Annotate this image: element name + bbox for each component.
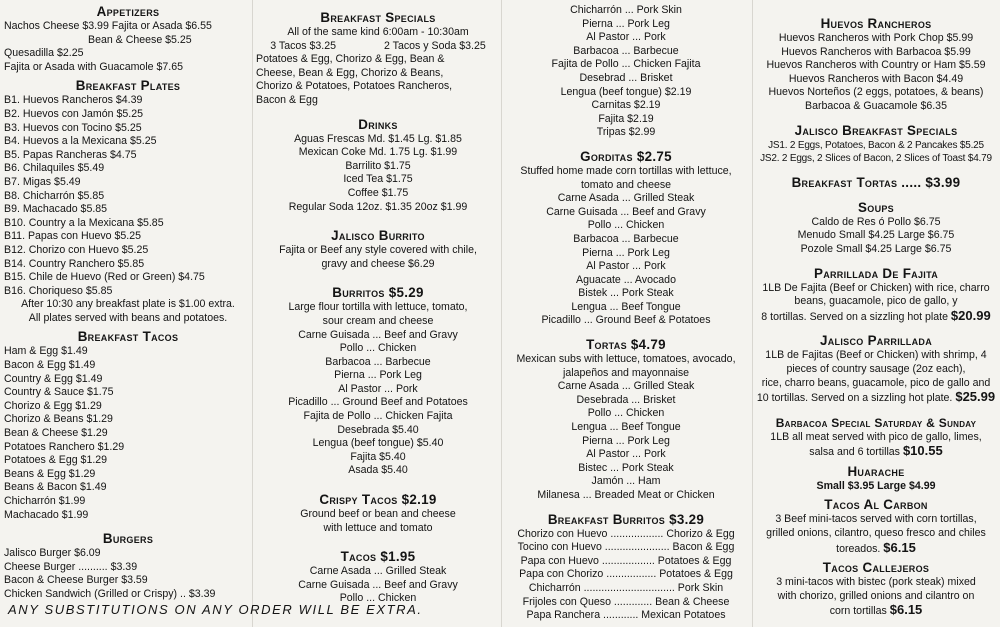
menu-item: Pierna ... Pork Leg bbox=[582, 434, 670, 447]
burgers-list bbox=[4, 547, 252, 601]
menu-line bbox=[754, 444, 998, 460]
section-title-breakfast-tortas bbox=[754, 175, 998, 191]
menu-item: B10. Country a la Mexicana $5.85 bbox=[4, 216, 164, 229]
item-price: $6.15 bbox=[883, 539, 916, 555]
menu-item: Fajita de Pollo ... Chicken Fajita bbox=[551, 58, 701, 71]
combo-right: 2 Tacos y Soda $3.25 bbox=[384, 39, 486, 52]
menu-item: Milanesa ... Breaded Meat or Chicken bbox=[537, 489, 715, 501]
tacos-title: Tacos bbox=[340, 549, 377, 565]
tortas-price: $4.79 bbox=[630, 337, 666, 353]
menu-item: Fajita de Pollo ... Chicken Fajita bbox=[303, 410, 453, 423]
menu-line: tomato and cheese bbox=[580, 178, 672, 191]
menu-line: 1LB all meat served with pico de gallo, limes, bbox=[770, 430, 982, 443]
section-title-huevos-rancheros: Huevos Rancheros bbox=[820, 16, 932, 31]
section-title-jalisco-parrillada: Jalisco Parrillada bbox=[820, 333, 932, 349]
menu-item: Al Pastor ... Pork bbox=[586, 31, 666, 44]
menu-item: B4. Huevos a la Mexicana $5.25 bbox=[4, 135, 157, 148]
item-price: $20.99 bbox=[950, 307, 991, 323]
menu-item: Tocino con Huevo ...................... Bacon & Egg bbox=[517, 541, 735, 554]
menu-item: Huevos Rancheros with Bacon $4.49 bbox=[788, 72, 964, 85]
menu-item: Machacado $1.99 bbox=[4, 508, 89, 521]
menu-item: Carne Asada ... Grilled Steak bbox=[557, 380, 695, 393]
section-title-huarache: Huarache bbox=[847, 463, 905, 479]
menu-item: B7. Migas $5.49 bbox=[4, 175, 81, 188]
menu-line-text: toreados. bbox=[836, 542, 881, 555]
menu-note: All plates served with beans and potatoes. bbox=[28, 311, 228, 324]
huevos-rancheros-list bbox=[754, 32, 998, 114]
menu-item: Barbacoa ... Barbecue bbox=[325, 355, 431, 368]
menu-item: Picadillo ... Ground Beef and Potatoes bbox=[288, 396, 468, 409]
section-title-jalisco-breakfast-specials: Jalisco Breakfast Specials bbox=[794, 122, 958, 138]
item-price: $10.55 bbox=[902, 443, 943, 459]
breakfast-specials-list bbox=[254, 53, 502, 107]
menu-item: Bistec ... Pork Steak bbox=[578, 461, 674, 474]
menu-line bbox=[754, 541, 998, 557]
menu-item: Jamón ... Ham bbox=[591, 475, 661, 488]
section-title-tacos bbox=[254, 549, 502, 565]
menu-item: Bacon & Cheese Burger $3.59 bbox=[4, 574, 148, 587]
menu-item: Pollo ... Chicken bbox=[339, 342, 417, 355]
menu-item: Caldo de Res ó Pollo $6.75 bbox=[811, 215, 941, 228]
menu-item: B5. Papas Rancheras $4.75 bbox=[4, 148, 137, 161]
menu-item: Desebrada ... Brisket bbox=[576, 393, 676, 406]
item-price: $25.99 bbox=[955, 389, 996, 405]
section-title-barbacoa-special: Barbacoa Special Saturday & Sunday bbox=[775, 415, 977, 430]
menu-item: Regular Soda 12oz. $1.35 20oz $1.99 bbox=[288, 200, 468, 213]
menu-item: Pollo ... Chicken bbox=[587, 407, 665, 420]
menu-item: Carne Asada ... Grilled Steak bbox=[557, 192, 695, 205]
menu-line: with chorizo, grilled onions and cilantro on bbox=[777, 589, 975, 602]
breakfast-tortas-price: $3.99 bbox=[925, 174, 961, 190]
menu-line: with lettuce and tomato bbox=[323, 521, 433, 534]
menu-item: Country & Sauce $1.75 bbox=[4, 386, 114, 399]
tacos-price: $1.95 bbox=[380, 549, 416, 565]
menu-item: Lengua (beef tongue) $2.19 bbox=[560, 85, 692, 98]
jalisco-breakfast-specials-list bbox=[754, 139, 998, 166]
menu-line: 1LB De Fajita (Beef or Chicken) with rice, charro bbox=[762, 281, 990, 294]
crispy-tacos-price: $2.19 bbox=[401, 492, 437, 508]
menu-line: Nachos Cheese $3.99 Fajita or Asada $6.55 bbox=[4, 20, 212, 32]
section-title-breakfast-plates: Breakfast Plates bbox=[75, 78, 181, 94]
menu-item: Small $3.95 Large $4.99 bbox=[816, 479, 936, 492]
section-title-tacos-callejeros: Tacos Callejeros bbox=[822, 560, 930, 576]
menu-item: Coffee $1.75 bbox=[347, 186, 409, 199]
menu-column-2 bbox=[254, 4, 502, 606]
menu-item: Iced Tea $1.75 bbox=[343, 173, 413, 186]
menu-item: Carne Guisada ... Beef and Gravy bbox=[298, 328, 458, 341]
menu-line: Fajita or Asada with Guacamole $7.65 bbox=[4, 60, 184, 73]
menu-line: grilled onions, cilantro, queso fresco and chiles bbox=[766, 527, 986, 540]
menu-item: JS1. 2 Eggs, Potatoes, Bacon & 2 Pancakes $5.25 bbox=[768, 139, 984, 151]
menu-item: Lengua ... Beef Tongue bbox=[571, 300, 681, 313]
section-title-tortas bbox=[502, 337, 750, 353]
menu-item: Aguas Frescas Md. $1.45 Lg. $1.85 bbox=[294, 132, 462, 145]
section-title-breakfast-burritos bbox=[502, 512, 750, 528]
drinks-list bbox=[254, 133, 502, 215]
menu-item: B12. Chorizo con Huevo $5.25 bbox=[4, 243, 149, 256]
breakfast-burritos-price: $3.29 bbox=[669, 511, 705, 527]
tacos-continued-list bbox=[502, 4, 750, 140]
barbacoa-special-desc bbox=[754, 431, 998, 460]
section-title-soups: Soups bbox=[858, 199, 894, 215]
menu-item: Desebrad ... Brisket bbox=[579, 71, 673, 84]
menu-line: gravy and cheese $6.29 bbox=[321, 257, 435, 270]
menu-line bbox=[754, 390, 998, 406]
menu-item: Asada $5.40 bbox=[348, 464, 408, 477]
section-title-drinks: Drinks bbox=[358, 116, 398, 132]
menu-line-text: 8 tortillas. Served on a sizzling hot plate bbox=[761, 310, 948, 323]
menu-item: Carne Guisada ... Beef and Gravy bbox=[546, 205, 706, 218]
menu-line: Stuffed home made corn tortillas with lettuce, bbox=[520, 164, 732, 177]
menu-item: Bacon & Egg $1.49 bbox=[4, 359, 96, 372]
menu-item: B14. Country Ranchero $5.85 bbox=[4, 257, 145, 270]
crispy-tacos-title: Crispy Tacos bbox=[319, 492, 398, 508]
menu-line: beans, guacamole, pico de gallo, y bbox=[794, 295, 958, 308]
menu-column-4 bbox=[754, 4, 998, 619]
menu-line: Bean & Cheese $5.25 bbox=[88, 33, 192, 46]
menu-line: Potatoes & Egg, Chorizo & Egg, Bean & bbox=[256, 53, 445, 66]
menu-item: Frijoles con Queso ............. Bean & Cheese bbox=[522, 595, 730, 608]
menu-item: Potatoes & Egg $1.29 bbox=[4, 454, 108, 467]
menu-item: Lengua ... Beef Tongue bbox=[571, 421, 681, 434]
menu-note: All of the same kind 6:00am - 10:30am bbox=[287, 26, 469, 38]
menu-item: Chicharrón ............................... Pork Skin bbox=[528, 581, 724, 594]
burritos-title: Burritos bbox=[332, 285, 385, 301]
gorditas-title: Gorditas bbox=[580, 148, 633, 164]
menu-line: 1LB de Fajitas (Beef or Chicken) with shrimp, 4 bbox=[765, 349, 987, 362]
menu-line bbox=[754, 309, 998, 325]
section-title-appetizers: Appetizers bbox=[96, 4, 160, 19]
menu-line: jalapeños and mayonnaise bbox=[562, 366, 690, 379]
menu-item: Chorizo & Egg $1.29 bbox=[4, 399, 102, 412]
menu-item: Pierna ... Pork Leg bbox=[582, 17, 670, 30]
menu-item: Aguacate ... Avocado bbox=[576, 273, 676, 286]
menu-item: Al Pastor ... Pork bbox=[586, 260, 666, 273]
fold-line bbox=[252, 0, 253, 627]
menu-item: Pozole Small $4.25 Large $6.75 bbox=[800, 242, 952, 255]
menu-line: Mexican subs with lettuce, tomatoes, avocado, bbox=[516, 353, 736, 366]
menu-item: Barbacoa & Guacamole $6.35 bbox=[805, 99, 947, 112]
menu-item: B11. Papas con Huevo $5.25 bbox=[4, 230, 142, 243]
combo-left: 3 Tacos $3.25 bbox=[270, 39, 337, 52]
menu-line: Large flour tortilla with lettuce, tomato, bbox=[288, 301, 468, 314]
menu-note: After 10:30 any breakfast plate is $1.00 extra. bbox=[21, 298, 235, 311]
menu-item: Mexican Coke Md. 1.75 Lg. $1.99 bbox=[298, 146, 458, 159]
menu-item: JS2. 2 Eggs, 2 Slices of Bacon, 2 Slices of Toast $4.79 bbox=[760, 153, 992, 165]
menu-item: Barbacoa ... Barbecue bbox=[573, 232, 679, 245]
tacos-al-carbon-desc bbox=[754, 513, 998, 556]
breakfast-tacos-list bbox=[4, 345, 252, 522]
menu-item: Chorizo con Huevo .................. Chorizo & Egg bbox=[517, 527, 735, 540]
menu-line bbox=[754, 603, 998, 619]
menu-item: Beans & Egg $1.29 bbox=[4, 467, 96, 480]
menu-item: Carne Asada ... Grilled Steak bbox=[309, 565, 447, 578]
menu-item: Papa con Chorizo ................. Potatoes & Egg bbox=[519, 568, 733, 581]
section-title-burgers: Burgers bbox=[102, 531, 154, 547]
menu-line: 3 Beef mini-tacos served with corn tortillas, bbox=[775, 513, 977, 526]
breakfast-tortas-title: Breakfast Tortas ..... bbox=[791, 174, 922, 190]
burritos-list bbox=[254, 301, 502, 478]
menu-item: Picadillo ... Ground Beef & Potatoes bbox=[541, 314, 711, 327]
burritos-price: $5.29 bbox=[388, 285, 424, 301]
menu-item: Pierna ... Pork Leg bbox=[334, 369, 422, 382]
menu-item: Country & Egg $1.49 bbox=[4, 372, 103, 385]
section-title-crispy-tacos bbox=[254, 492, 502, 508]
section-title-tacos-al-carbon: Tacos Al Carbon bbox=[824, 497, 928, 513]
menu-item: Desebrada $5.40 bbox=[337, 423, 419, 436]
section-title-gorditas bbox=[502, 149, 750, 165]
menu-item: B3. Huevos con Tocino $5.25 bbox=[4, 121, 142, 134]
menu-item: Bean & Cheese $1.29 bbox=[4, 427, 108, 440]
combo-line bbox=[254, 40, 502, 54]
section-title-breakfast-specials: Breakfast Specials bbox=[320, 10, 436, 25]
menu-line: sour cream and cheese bbox=[322, 314, 434, 327]
menu-item: Huevos Norteños (2 eggs, potatoes, & beans) bbox=[768, 86, 984, 99]
menu-item: Carnitas $2.19 bbox=[591, 99, 661, 112]
menu-item: Huevos Rancheros with Country or Ham $5.59 bbox=[766, 59, 986, 72]
menu-line: Bacon & Egg bbox=[256, 93, 318, 106]
item-price: $6.15 bbox=[889, 602, 923, 618]
menu-item: Papa Ranchera ............ Mexican Potatoes bbox=[526, 609, 726, 622]
menu-line: Chorizo & Potatoes, Potatoes Rancheros, bbox=[256, 80, 453, 93]
menu-item: Huevos Rancheros with Barbacoa $5.99 bbox=[781, 45, 971, 58]
section-title-burritos bbox=[254, 285, 502, 301]
breakfast-plates-list bbox=[4, 94, 252, 325]
menu-line-text: corn tortillas bbox=[829, 605, 887, 618]
menu-item: Al Pastor ... Pork bbox=[586, 448, 666, 461]
menu-item: B1. Huevos Rancheros $4.39 bbox=[4, 94, 143, 107]
menu-item: Pollo ... Chicken bbox=[339, 592, 417, 605]
menu-column-3 bbox=[502, 4, 750, 623]
breakfast-burritos-title: Breakfast Burritos bbox=[547, 511, 666, 527]
menu-item: Al Pastor ... Pork bbox=[338, 382, 418, 395]
menu-item: Chorizo & Beans $1.29 bbox=[4, 413, 113, 426]
gorditas-list bbox=[502, 165, 750, 328]
menu-line: Fajita or Beef any style covered with chile, bbox=[279, 244, 477, 257]
menu-item: B15. Chile de Huevo (Red or Green) $4.75 bbox=[4, 271, 205, 284]
menu-line-text: 10 tortillas. Served on a sizzling hot plate. bbox=[756, 392, 953, 405]
menu-item: B6. Chilaquiles $5.49 bbox=[4, 162, 105, 175]
menu-item: Pierna ... Pork Leg bbox=[582, 246, 670, 259]
menu-item: Menudo Small $4.25 Large $6.75 bbox=[797, 229, 955, 242]
menu-item: Pollo ... Chicken bbox=[587, 219, 665, 232]
menu-line: Cheese, Bean & Egg, Chorizo & Beans, bbox=[256, 66, 444, 79]
menu-item: Huevos Rancheros with Pork Chop $5.99 bbox=[778, 32, 974, 44]
menu-item: Carne Guisada ... Beef and Gravy bbox=[298, 578, 458, 591]
menu-item: Papa con Huevo .................. Potatoes & Egg bbox=[520, 554, 732, 567]
menu-column-1 bbox=[4, 4, 252, 602]
menu-item: Potatoes Ranchero $1.29 bbox=[4, 440, 125, 453]
tortas-list bbox=[502, 353, 750, 503]
menu-item: Jalisco Burger $6.09 bbox=[4, 547, 101, 560]
menu-item: Barbacoa ... Barbecue bbox=[573, 44, 679, 57]
menu-item: B8. Chicharrón $5.85 bbox=[4, 189, 105, 202]
breakfast-burritos-list bbox=[502, 528, 750, 623]
menu-item: Lengua (beef tongue) $5.40 bbox=[312, 437, 444, 450]
menu-item: Tripas $2.99 bbox=[596, 126, 656, 139]
soups-list bbox=[754, 216, 998, 257]
menu-line-text: salsa and 6 tortillas bbox=[809, 446, 900, 459]
gorditas-price: $2.75 bbox=[636, 148, 672, 164]
tacos-list bbox=[254, 565, 502, 606]
menu-line: rice, charro beans, guacamole, pico de gallo and bbox=[761, 376, 991, 389]
menu-item: B2. Huevos con Jamón $5.25 bbox=[4, 107, 143, 120]
menu-item: Chicharrón ... Pork Skin bbox=[570, 4, 682, 16]
menu-item: Cheese Burger .......... $3.39 bbox=[4, 560, 138, 573]
menu-item: Bistek ... Pork Steak bbox=[578, 287, 674, 300]
parrillada-fajita-desc bbox=[754, 282, 998, 325]
section-title-parrillada-de-fajita: Parrillada De Fajita bbox=[813, 265, 939, 281]
menu-item: B16. Choriqueso $5.85 bbox=[4, 284, 113, 297]
menu-item: Chicharrón $1.99 bbox=[4, 495, 86, 507]
menu-item: Chicken Sandwich (Grilled or Crispy) .. $3.39 bbox=[4, 587, 216, 600]
section-title-jalisco-burrito: Jalisco Burrito bbox=[331, 228, 425, 244]
menu-item: Ham & Egg $1.49 bbox=[4, 345, 88, 358]
menu-line: Ground beef or bean and cheese bbox=[300, 508, 456, 521]
menu-item: Fajita $2.19 bbox=[598, 112, 654, 125]
menu-line: Quesadilla $2.25 bbox=[4, 47, 84, 60]
tacos-callejeros-desc bbox=[754, 576, 998, 619]
menu-line: pieces of country sausage (2oz each), bbox=[786, 362, 966, 375]
menu-item: Barrilito $1.75 bbox=[345, 159, 411, 172]
tortas-title: Tortas bbox=[586, 337, 627, 353]
menu-line: 3 mini-tacos with bistec (pork steak) mixed bbox=[776, 576, 976, 589]
fold-line bbox=[752, 0, 753, 627]
jalisco-parrillada-desc bbox=[754, 349, 998, 405]
section-title-breakfast-tacos: Breakfast Tacos bbox=[77, 329, 179, 345]
menu-item: B9. Machacado $5.85 bbox=[4, 203, 108, 216]
menu-item: Beans & Bacon $1.49 bbox=[4, 481, 107, 494]
menu-item: Fajita $5.40 bbox=[350, 450, 406, 463]
substitutions-footer: ANY SUBSTITUTIONS ON ANY ORDER WILL BE EXTRA. bbox=[8, 602, 423, 617]
